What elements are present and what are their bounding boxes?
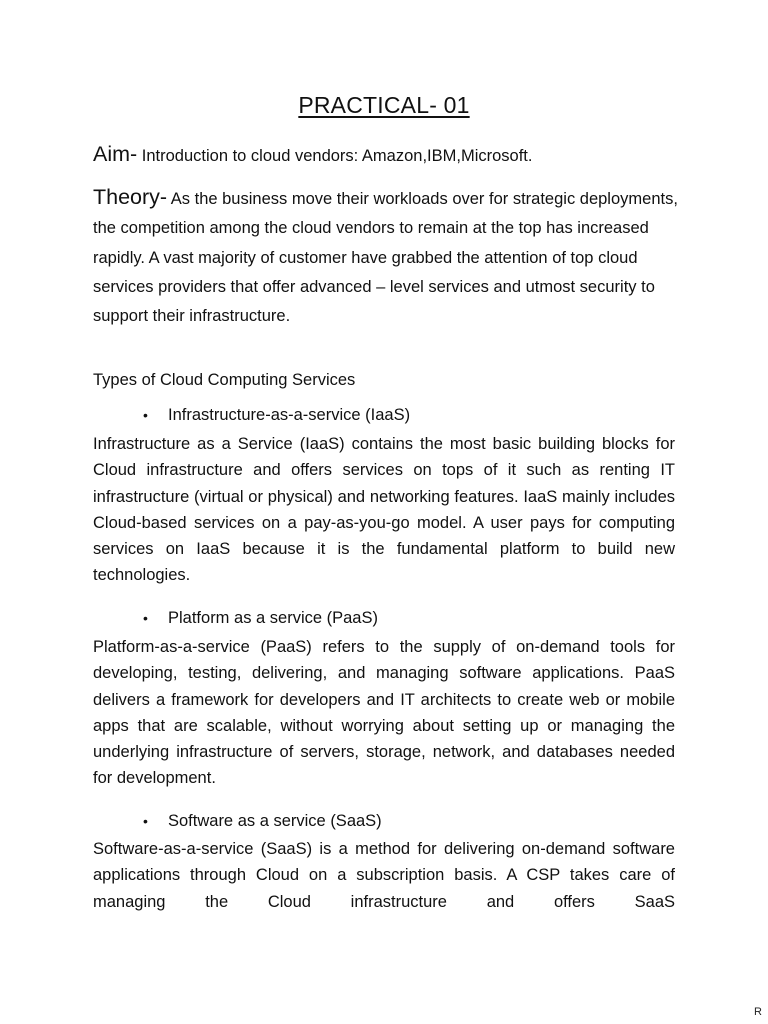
section-heading-saas [143,812,382,831]
aim-line [93,142,693,167]
bullet-icon: • [143,407,148,423]
bullet-icon: • [143,813,148,829]
section-body-saas: Software-as-a-service (SaaS) is a method for delivering on-demand software applications through Cloud on a subscription basis. A CSP takes care of managing the Cloud infrastructure and offers SaaS [93,840,675,911]
aim-text: Introduction to cloud vendors: Amazon,IBM,Microsoft. [141,147,533,165]
section-heading-text: Infrastructure-as-a-service (IaaS) [168,406,411,424]
section-body-paas: Platform-as-a-service (PaaS) refers to the supply of on-demand tools for developing, testing, delivering, and managing software applications. PaaS delivers a framework for developers and IT architects to create web or mobile apps that are scalable, without worrying about setting up or managing the underlying infrastructure of servers, storage, network, and databases needed for development. [93,638,675,788]
theory-label: Theory- [93,185,168,209]
section-heading-text: Platform as a service (PaaS) [168,609,378,627]
bullet-icon: • [143,610,148,626]
types-heading: Types of Cloud Computing Services [93,371,356,389]
theory-text: As the business move their workloads over for strategic deployments, the competition among the cloud vendors to remain at the top has increased rapidly. A vast majority of customer have grabbed the attention of top cloud services providers that offer advanced – level services and utmost security to support their infrastructure. [93,190,678,326]
page-title: PRACTICAL- 01 [298,92,470,118]
aim-label: Aim- [93,142,138,166]
theory-paragraph [93,183,683,331]
section-heading-text: Software as a service (SaaS) [168,812,382,830]
section-heading-paas [143,609,378,628]
section-body-iaas: Infrastructure as a Service (IaaS) contains the most basic building blocks for Cloud infrastructure and offers services on tops of it such as renting IT infrastructure (virtual or physical) and networking features. IaaS mainly includes Cloud-based services on a pay-as-you-go model. A user pays for computing services on IaaS because it is the fundamental platform to build new technologies. [93,435,675,585]
corner-mark: R [754,1006,762,1018]
section-heading-iaas [143,406,410,425]
